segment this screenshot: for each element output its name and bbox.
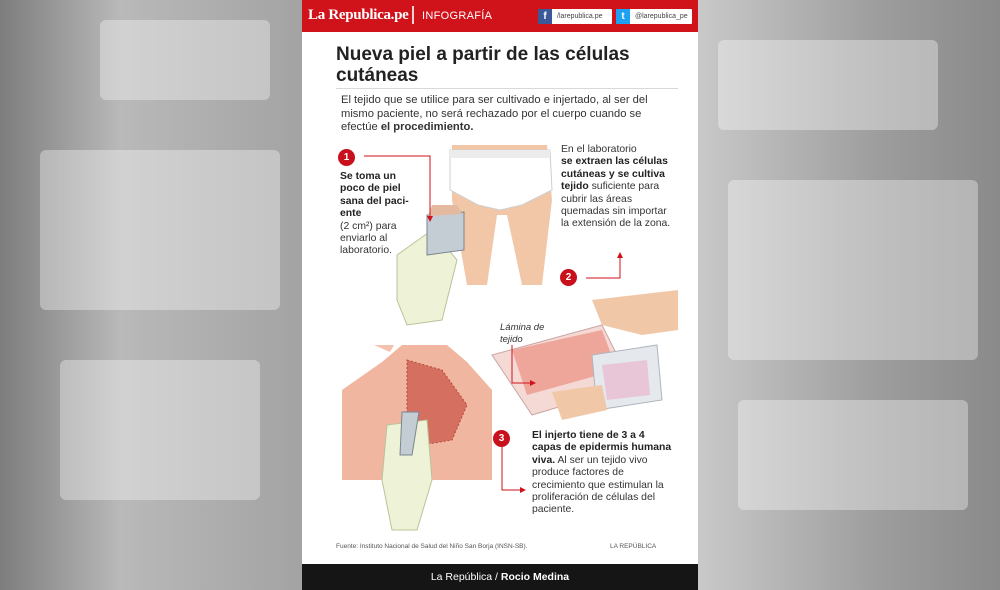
credit-line xyxy=(302,571,698,583)
infographic-card xyxy=(302,0,698,590)
credit-brand: La República xyxy=(430,571,493,583)
lamina-label: Lámina de tejido xyxy=(500,322,545,345)
source-note: Fuente: Instituto Nacional de Salud del Niño San Borja (INSN-SB). xyxy=(336,543,528,550)
blurred-background-right xyxy=(698,0,1000,590)
page-title: Nueva piel a partir de las células cutáneas xyxy=(336,44,630,86)
step-1-number: 1 xyxy=(338,149,355,166)
step-2-number: 2 xyxy=(560,269,577,286)
facebook-icon: f xyxy=(538,9,552,24)
intro-text: El tejido que se utilice para ser cultivado e injertado, al ser del mismo paciente, no será rechazado por el cuerpo cuando se efectúe el procedimiento. xyxy=(341,94,648,134)
patient-chest-graft-illustration xyxy=(342,345,492,530)
patient-legs-illustration xyxy=(450,145,552,285)
facebook-handle: /larepublica.pe xyxy=(557,13,603,20)
blurred-background-left xyxy=(0,0,302,590)
section-label[interactable]: INFOGRAFÍA xyxy=(422,10,493,22)
credit-separator: / xyxy=(495,571,498,583)
twitter-handle: @larepublica_pe xyxy=(635,13,688,20)
footer-brand: LA REPÚBLICA xyxy=(610,543,657,550)
lab-hands-petri-illustration xyxy=(492,290,678,420)
step-2-text: En el laboratorio se extraen las células cutáneas y se cultiva tejido suficiente para cubrir las áreas quemadas sin importar la extensión de la zona. xyxy=(561,144,671,230)
step-3-text: El injerto tiene de 3 a 4 capas de epidermis humana viva. Al ser un tejido vivo produce factores de crecimiento que estimulan la proliferación de células del paciente. xyxy=(532,430,672,516)
credit-author: Rocio Medina xyxy=(500,571,570,583)
brand-logo[interactable]: La Republica.pe xyxy=(308,7,409,23)
credit-bar xyxy=(302,564,698,590)
step-3-number: 3 xyxy=(493,430,510,447)
step-1-text: Se toma un poco de piel sana del paci-ente (2 cm²) para enviarlo al laboratorio. xyxy=(340,171,409,257)
twitter-icon: t xyxy=(616,9,630,24)
